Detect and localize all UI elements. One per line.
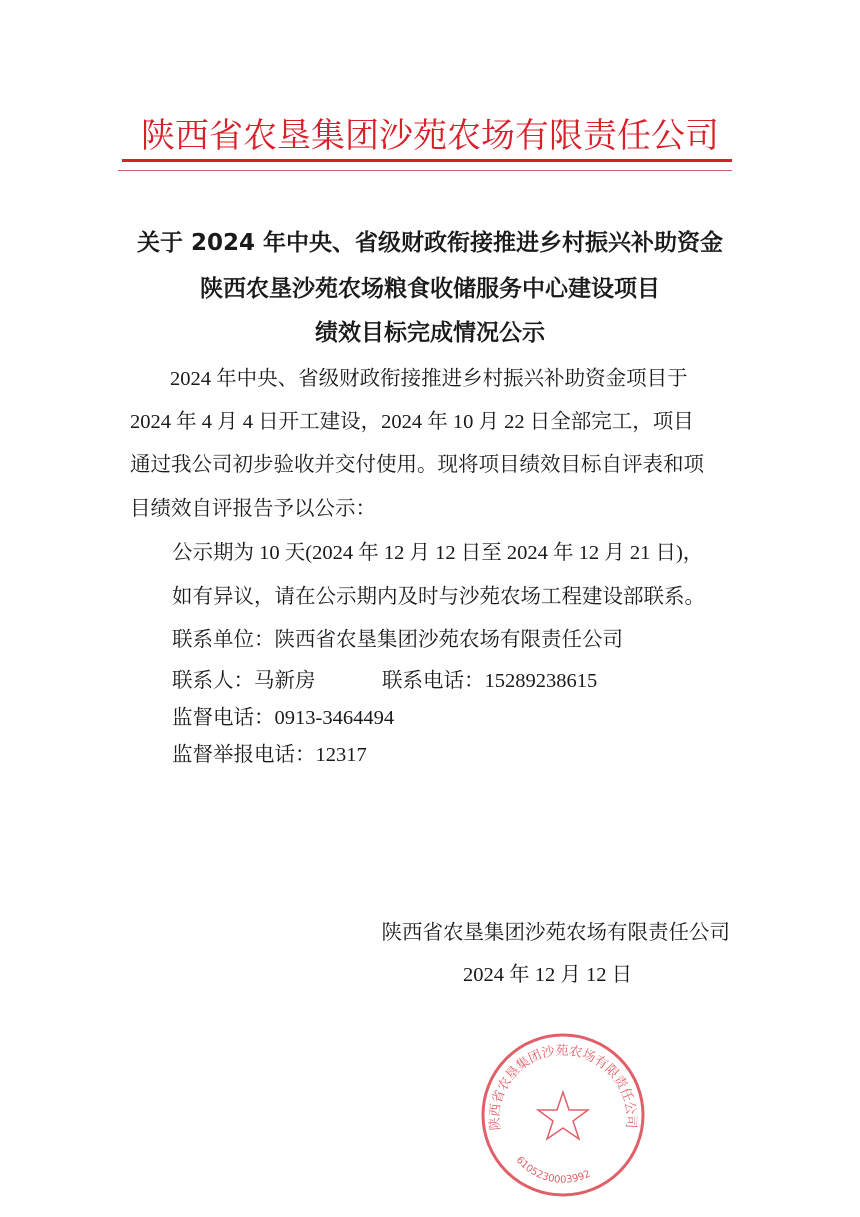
body-line-3: 通过我公司初步验收并交付使用。现将项目绩效目标自评表和项 [130, 454, 704, 476]
stamp-code: 6105230003992 [513, 1154, 593, 1186]
letterhead-rule-thick [122, 159, 732, 162]
objection-note: 如有异议，请在公示期内及时与沙苑农场工程建设部联系。 [172, 586, 705, 608]
svg-text:6105230003992 [514, 1155, 593, 1186]
body-line-1: 2024 年中央、省级财政衔接推进乡村振兴补助资金项目于 [170, 368, 688, 390]
letterhead-organization: 陕西省农垦集团沙苑农场有限责任公司 [141, 116, 719, 156]
signature-date: 2024 年 12 月 12 日 [463, 964, 633, 986]
title-line-2: 陕西农垦沙苑农场粮食收储服务中心建设项目 [200, 276, 660, 302]
contact-person: 联系人：马新房 [172, 670, 316, 692]
title-line-3: 绩效目标完成情况公示 [315, 320, 545, 346]
contact-phone: 联系电话：15289238615 [382, 670, 598, 692]
stamp-text: 陕西省农垦集团沙苑农场有限责任公司 [487, 1043, 639, 1132]
title-line-1: 关于 2024 年中央、省级财政衔接推进乡村振兴补助资金 [136, 230, 724, 256]
body-line-2: 2024 年 4 月 4 日开工建设，2024 年 10 月 22 日全部完工，项目 [130, 411, 694, 433]
contact-unit: 联系单位：陕西省农垦集团沙苑农场有限责任公司 [172, 629, 623, 651]
report-phone: 监督举报电话：12317 [172, 744, 367, 766]
body-line-4: 目绩效自评报告予以公示： [130, 498, 376, 520]
notice-period: 公示期为 10 天(2024 年 12 月 12 日至 2024 年 12 月 21 日)， [172, 542, 704, 564]
company-seal-stamp [478, 1030, 648, 1200]
letterhead-rule-thin [118, 170, 732, 171]
signature-organization: 陕西省农垦集团沙苑农场有限责任公司 [381, 922, 730, 944]
stamp-star-icon [538, 1092, 588, 1139]
supervision-phone: 监督电话：0913-3464494 [172, 707, 395, 729]
